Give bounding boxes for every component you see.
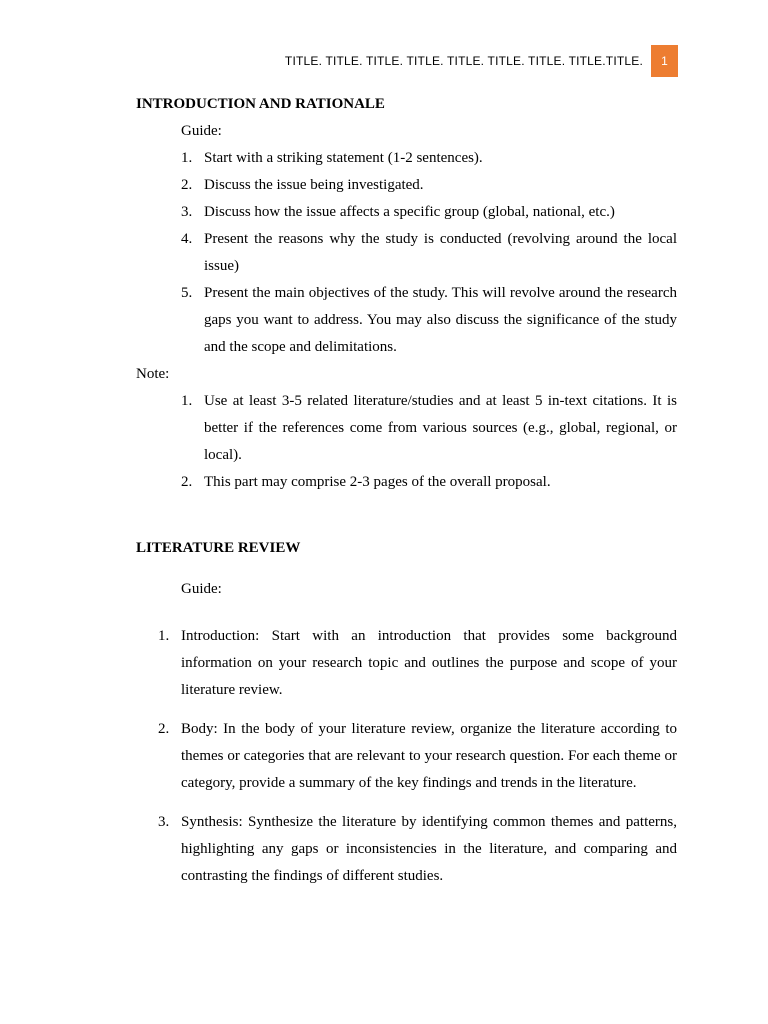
list-number: 5.: [181, 285, 193, 301]
page-number-badge: 1: [651, 45, 678, 77]
list-text: Body: In the body of your literature review, organize the literature according to themes or categories that are relevant to your research question. For each theme or category, provide a summary of the key findings and trends in the literature.: [181, 721, 677, 791]
list-number: 2.: [181, 474, 193, 490]
list-text: Use at least 3-5 related literature/studies and at least 5 in-text citations. It is better if the references come from various sources (e.g., global, regional, or local).: [204, 393, 677, 463]
list-number: 3.: [158, 814, 170, 830]
list-number: 1.: [181, 150, 193, 166]
list-number: 4.: [181, 231, 193, 247]
list-text: Discuss the issue being investigated.: [204, 177, 424, 193]
list-text: Discuss how the issue affects a specific group (global, national, etc.): [204, 204, 615, 220]
list-item: [181, 469, 677, 496]
literature-heading: LITERATURE REVIEW: [136, 540, 301, 556]
list-text: Start with a striking statement (1-2 sentences).: [204, 150, 483, 166]
list-item: [181, 280, 677, 361]
list-item: [181, 226, 677, 280]
page-header: [285, 45, 678, 77]
header-title: TITLE. TITLE. TITLE. TITLE. TITLE. TITLE. TITLE. TITLE.TITLE.: [284, 54, 643, 68]
list-item: [181, 172, 677, 199]
list-text: Introduction: Start with an introduction that provides some background information on your research topic and outlines the purpose and scope of your literature review.: [181, 628, 677, 698]
note-list: [136, 388, 677, 496]
list-number: 2.: [181, 177, 193, 193]
list-item: [181, 145, 677, 172]
list-text: Present the reasons why the study is conducted (revolving around the local issue): [204, 231, 677, 274]
list-item: [181, 199, 677, 226]
list-item: [158, 623, 677, 704]
list-item: [181, 388, 677, 469]
list-text: Synthesis: Synthesize the literature by identifying common themes and patterns, highlighting any gaps or inconsistencies in the literature, and comparing and contrasting the findings of different studies.: [181, 814, 677, 884]
intro-guide-list: [136, 145, 677, 361]
literature-guide-label: Guide:: [181, 581, 222, 597]
note-label: Note:: [136, 366, 170, 382]
document-body: [136, 91, 677, 902]
list-item: [158, 716, 677, 797]
list-number: 3.: [181, 204, 193, 220]
list-number: 2.: [158, 721, 170, 737]
list-text: Present the main objectives of the study. This will revolve around the research gaps you want to address. You may also discuss the significance of the study and the scope and delimitations.: [204, 285, 677, 355]
literature-guide-list: [136, 623, 677, 890]
intro-heading: INTRODUCTION AND RATIONALE: [136, 96, 385, 112]
list-number: 1.: [158, 628, 170, 644]
list-item: [158, 809, 677, 890]
intro-guide-label: Guide:: [181, 123, 222, 139]
list-number: 1.: [181, 393, 193, 409]
list-text: This part may comprise 2-3 pages of the overall proposal.: [204, 474, 551, 490]
